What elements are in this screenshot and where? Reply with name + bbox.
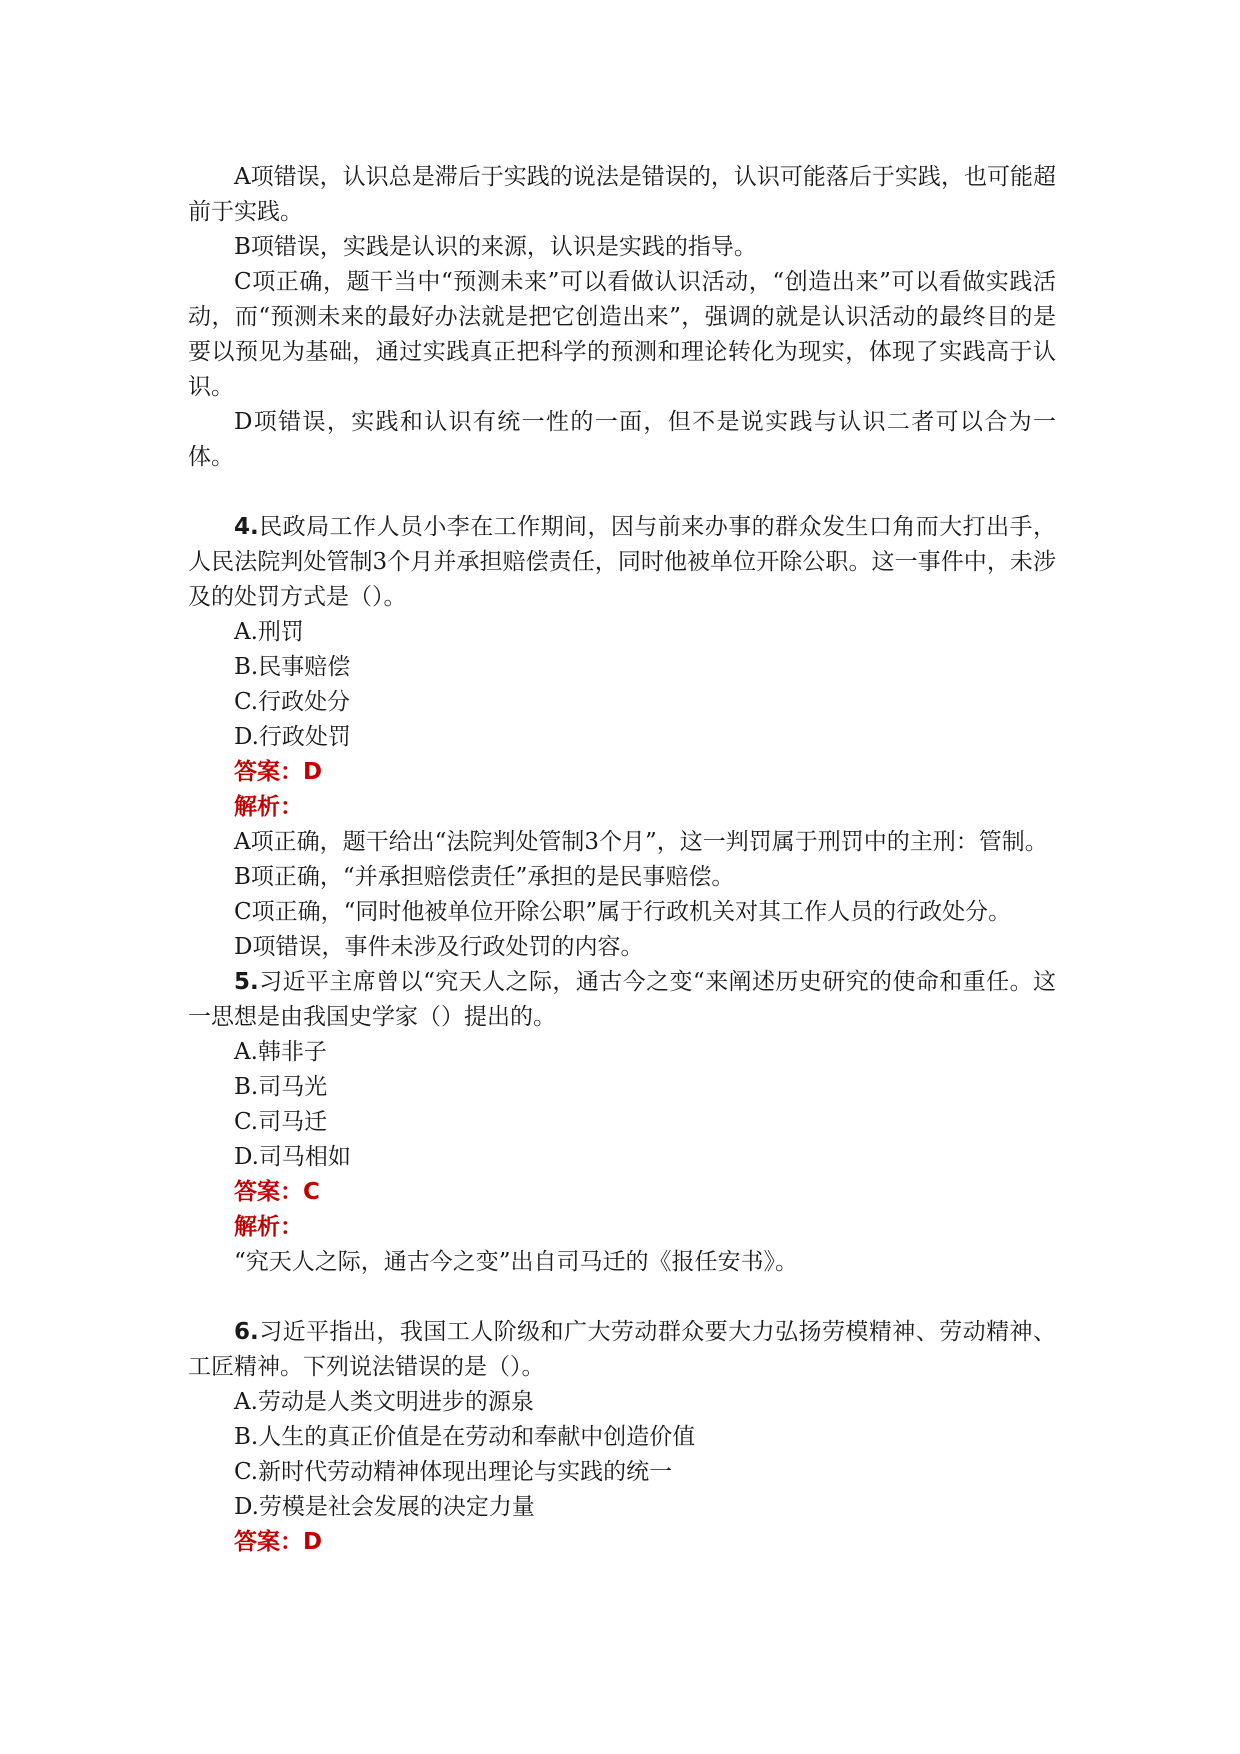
option-b: B.司马光 [234, 1074, 328, 1100]
spacer [188, 475, 1056, 510]
option-a: A.韩非子 [234, 1039, 327, 1065]
option-c: C.司马迁 [234, 1109, 328, 1135]
document-page [188, 160, 1056, 1560]
question-stem [188, 510, 1056, 615]
analysis-paragraph: D项错误，实践和认识有统一性的一面，但不是说实践与认识二者可以合为一体。 [188, 409, 1056, 470]
option-d: D.行政处罚 [234, 724, 351, 750]
question-stem [188, 1315, 1056, 1385]
option-b: B.人生的真正价值是在劳动和奉献中创造价值 [234, 1424, 696, 1450]
question-text: 习近平指出，我国工人阶级和广大劳动群众要大力弘扬劳模精神、劳动精神、工匠精神。下列说法错误的是（）。 [188, 1319, 1056, 1380]
question-number: 4. [234, 514, 259, 540]
analysis-paragraph: C项正确，题干当中“预测未来”可以看做认识活动，“创造出来”可以看做实践活动，而“预测未来的最好办法就是把它创造出来”，强调的就是认识活动的最终目的是要以预见为基础，通过实践真正把科学的预测和理论转化为现实，体现了实践高于认识。 [188, 269, 1056, 400]
analysis-paragraph: B项正确，“并承担赔偿责任”承担的是民事赔偿。 [234, 864, 735, 890]
answer-label: 答案：D [234, 759, 323, 785]
question-number: 5. [234, 969, 259, 995]
question-text: 民政局工作人员小李在工作期间，因与前来办事的群众发生口角而大打出手，人民法院判处管制3个月并承担赔偿责任，同时他被单位开除公职。这一事件中，未涉及的处罚方式是（）。 [188, 514, 1056, 610]
option-b: B.民事赔偿 [234, 654, 351, 680]
option-d: D.司马相如 [234, 1144, 351, 1170]
analysis-paragraph: “究天人之际，通古今之变”出自司马迁的《报任安书》。 [234, 1249, 799, 1275]
analysis-paragraph: D项错误，事件未涉及行政处罚的内容。 [234, 934, 644, 960]
answer-label: 答案：C [234, 1179, 320, 1205]
analysis-label: 解析： [234, 1214, 303, 1240]
analysis-label: 解析： [234, 794, 303, 820]
analysis-paragraph: A项正确，题干给出“法院判处管制3个月”，这一判罚属于刑罚中的主刑：管制。 [234, 829, 1048, 855]
question-number: 6. [234, 1319, 259, 1345]
option-d: D.劳模是社会发展的决定力量 [234, 1494, 535, 1520]
spacer [188, 1280, 1056, 1315]
option-a: A.刑罚 [234, 619, 304, 645]
analysis-paragraph: C项正确，“同时他被单位开除公职”属于行政机关对其工作人员的行政处分。 [234, 899, 1012, 925]
option-c: C.行政处分 [234, 689, 351, 715]
analysis-paragraph: B项错误，实践是认识的来源，认识是实践的指导。 [234, 234, 757, 260]
question-stem [188, 965, 1056, 1035]
question-text: 习近平主席曾以“究天人之际，通古今之变“来阐述历史研究的使命和重任。这一思想是由我国史学家（）提出的。 [188, 969, 1056, 1030]
option-c: C.新时代劳动精神体现出理论与实践的统一 [234, 1459, 673, 1485]
analysis-paragraph: A项错误，认识总是滞后于实践的说法是错误的，认识可能落后于实践，也可能超前于实践。 [188, 164, 1056, 225]
answer-label: 答案：D [234, 1529, 323, 1555]
option-a: A.劳动是人类文明进步的源泉 [234, 1389, 534, 1415]
